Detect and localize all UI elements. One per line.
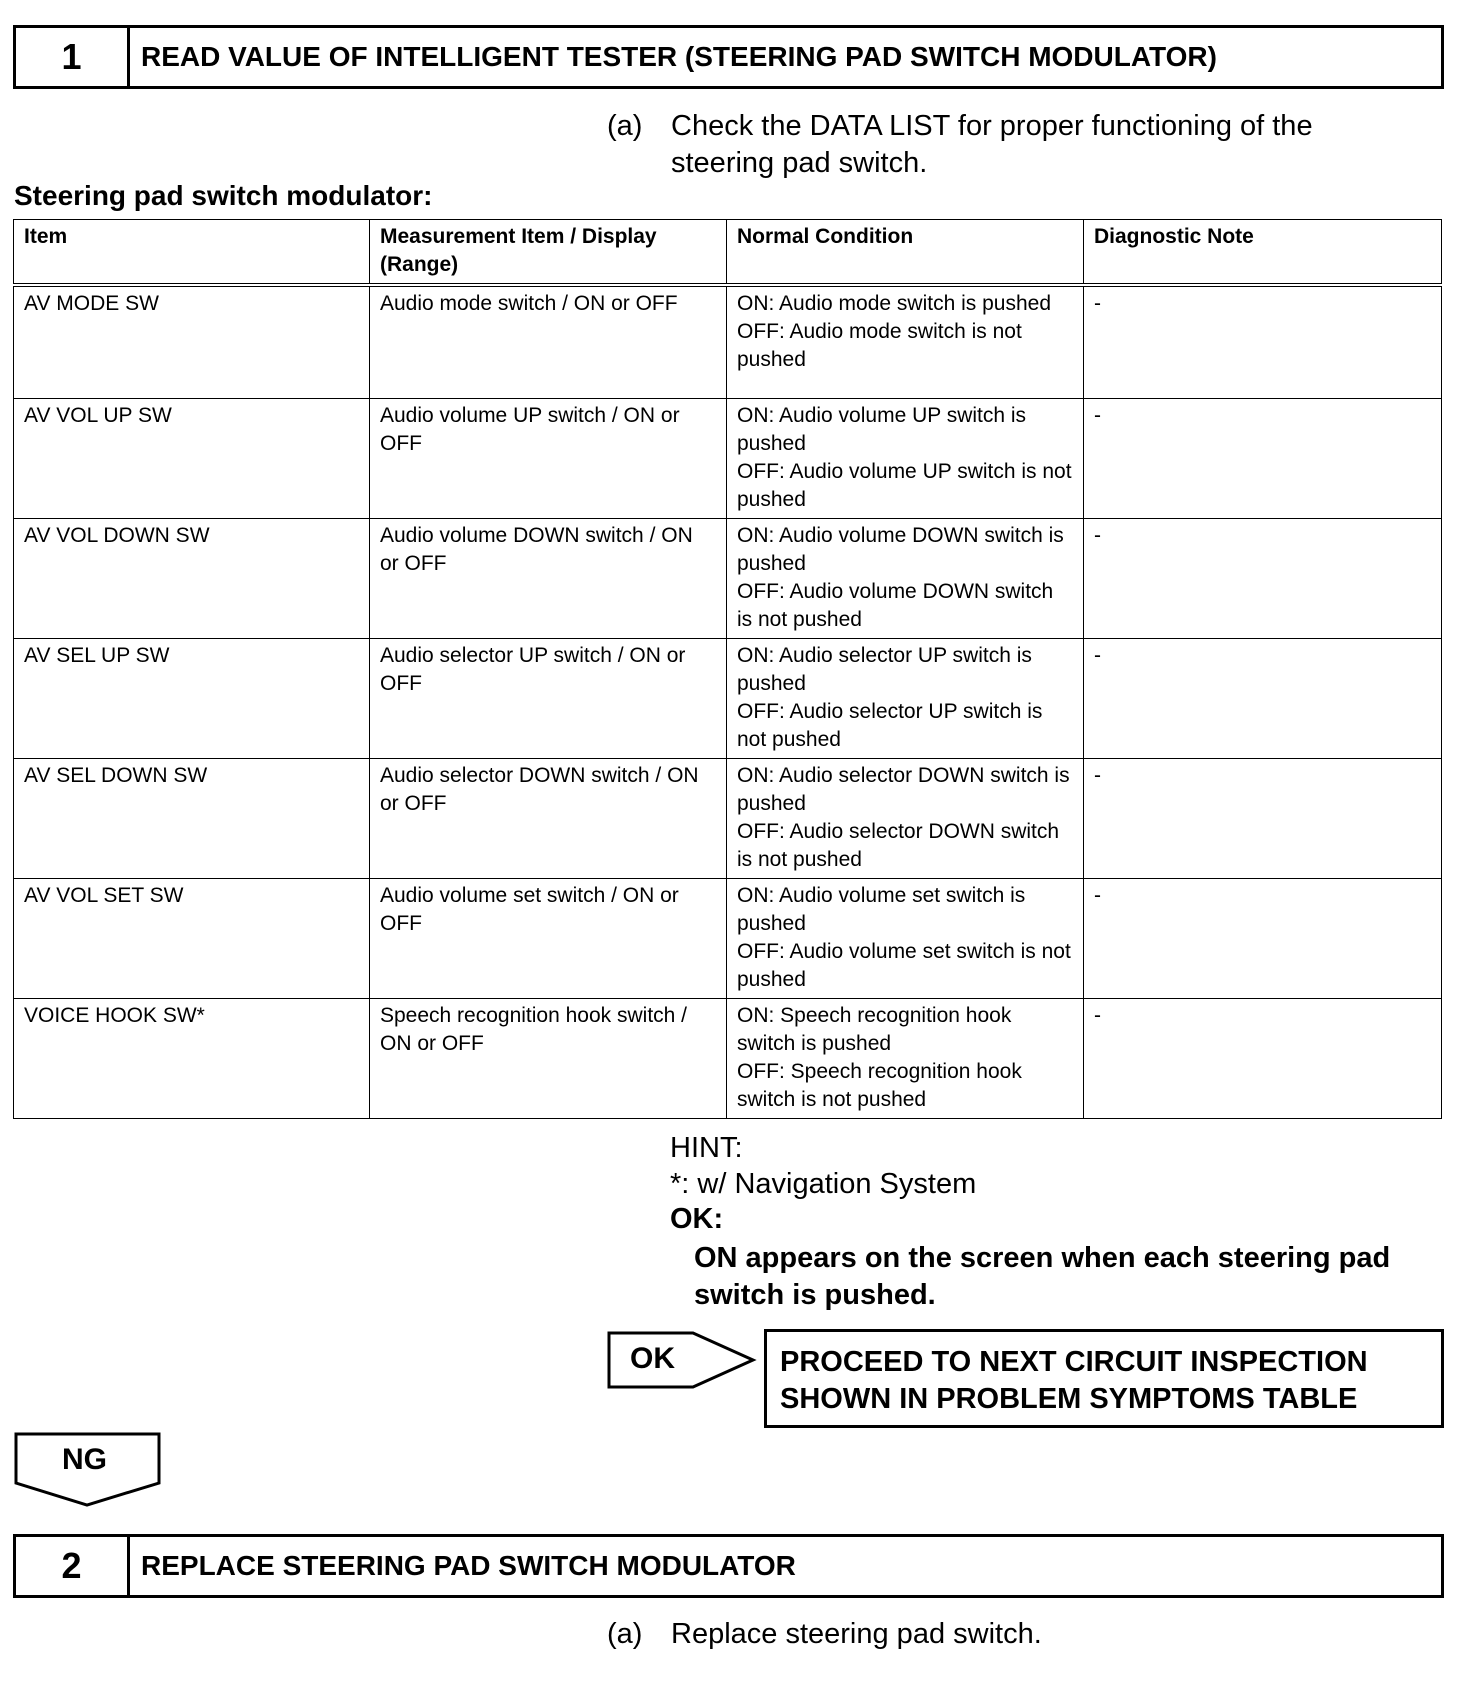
step-1-instruction-line-2: steering pad switch. bbox=[671, 147, 928, 179]
table-row bbox=[14, 398, 1442, 518]
ok-label: OK: bbox=[670, 1203, 724, 1235]
row-diagnostic-note: - bbox=[1084, 878, 1442, 998]
normal-off-text: OFF: Audio volume DOWN switch is not pushed bbox=[737, 579, 1054, 631]
row-normal-condition bbox=[727, 758, 1084, 878]
proceed-line-2: SHOWN IN PROBLEM SYMPTOMS TABLE bbox=[780, 1383, 1358, 1415]
table-row bbox=[14, 285, 1442, 398]
normal-on-text: ON: Audio volume UP switch is pushed bbox=[737, 403, 1027, 455]
step-1-header bbox=[13, 25, 1444, 89]
step-2-number: 2 bbox=[16, 1537, 130, 1595]
step-2-instruction-text: Replace steering pad switch. bbox=[671, 1618, 1042, 1650]
row-diagnostic-note: - bbox=[1084, 398, 1442, 518]
row-measurement: Audio selector DOWN switch / ON or OFF bbox=[370, 758, 727, 878]
normal-off-text: OFF: Audio selector UP switch is not pushed bbox=[737, 699, 1043, 751]
ng-flow-label: NG bbox=[62, 1443, 107, 1476]
row-measurement: Speech recognition hook switch / ON or OFF bbox=[370, 998, 727, 1118]
ok-condition-line-1: ON appears on the screen when each steering pad bbox=[694, 1242, 1391, 1274]
row-item: AV MODE SW bbox=[14, 285, 370, 398]
step-1-instruction bbox=[607, 108, 1407, 184]
ok-condition bbox=[694, 1240, 1390, 1314]
table-row bbox=[14, 758, 1442, 878]
step-1-number: 1 bbox=[16, 28, 130, 86]
row-normal-condition bbox=[727, 638, 1084, 758]
normal-off-text: OFF: Audio mode switch is not pushed bbox=[737, 320, 1022, 371]
table-row bbox=[14, 518, 1442, 638]
normal-off-text: OFF: Audio volume UP switch is not pushed bbox=[737, 459, 1072, 511]
header-diagnostic-note: Diagnostic Note bbox=[1084, 220, 1442, 286]
hint-label: HINT: bbox=[670, 1132, 743, 1164]
row-measurement: Audio volume UP switch / ON or OFF bbox=[370, 398, 727, 518]
normal-off-text: OFF: Speech recognition hook switch is not pushed bbox=[737, 1059, 1022, 1111]
table-row bbox=[14, 638, 1442, 758]
normal-on-text: ON: Audio volume DOWN switch is pushed bbox=[737, 523, 1064, 575]
normal-on-text: ON: Audio volume set switch is pushed bbox=[737, 883, 1026, 935]
table-row bbox=[14, 878, 1442, 998]
normal-on-text: ON: Audio selector DOWN switch is pushed bbox=[737, 763, 1070, 815]
step-2-title: REPLACE STEERING PAD SWITCH MODULATOR bbox=[141, 1550, 796, 1581]
table-row bbox=[14, 998, 1442, 1118]
row-normal-condition bbox=[727, 518, 1084, 638]
data-list-table bbox=[13, 219, 1442, 1119]
row-item: AV VOL DOWN SW bbox=[14, 518, 370, 638]
step-1-title: READ VALUE OF INTELLIGENT TESTER (STEERING PAD SWITCH MODULATOR) bbox=[141, 41, 1217, 72]
row-diagnostic-note: - bbox=[1084, 518, 1442, 638]
row-diagnostic-note: - bbox=[1084, 998, 1442, 1118]
row-item: AV VOL SET SW bbox=[14, 878, 370, 998]
step-2-header bbox=[13, 1534, 1444, 1598]
row-measurement: Audio mode switch / ON or OFF bbox=[370, 285, 727, 398]
row-normal-condition bbox=[727, 285, 1084, 398]
ok-flow-label: OK bbox=[630, 1342, 675, 1375]
row-diagnostic-note: - bbox=[1084, 638, 1442, 758]
table-title: Steering pad switch modulator: bbox=[14, 180, 433, 211]
proceed-line-1: PROCEED TO NEXT CIRCUIT INSPECTION bbox=[780, 1346, 1368, 1378]
normal-off-text: OFF: Audio volume set switch is not pushed bbox=[737, 939, 1071, 991]
row-item: AV SEL UP SW bbox=[14, 638, 370, 758]
normal-on-text: ON: Audio mode switch is pushed bbox=[737, 292, 1051, 315]
ok-condition-line-2: switch is pushed. bbox=[694, 1279, 936, 1311]
row-diagnostic-note: - bbox=[1084, 758, 1442, 878]
normal-on-text: ON: Audio selector UP switch is pushed bbox=[737, 643, 1032, 695]
normal-off-text: OFF: Audio selector DOWN switch is not pushed bbox=[737, 819, 1060, 871]
row-item: VOICE HOOK SW* bbox=[14, 998, 370, 1118]
header-measurement: Measurement Item / Display (Range) bbox=[370, 220, 727, 286]
row-normal-condition bbox=[727, 998, 1084, 1118]
row-normal-condition bbox=[727, 878, 1084, 998]
row-measurement: Audio volume DOWN switch / ON or OFF bbox=[370, 518, 727, 638]
table-header-row bbox=[14, 220, 1442, 286]
hint-block bbox=[670, 1130, 976, 1202]
row-measurement: Audio volume set switch / ON or OFF bbox=[370, 878, 727, 998]
step-1-instruction-label: (a) bbox=[607, 110, 643, 142]
row-item: AV VOL UP SW bbox=[14, 398, 370, 518]
hint-text: *: w/ Navigation System bbox=[670, 1168, 977, 1200]
row-measurement: Audio selector UP switch / ON or OFF bbox=[370, 638, 727, 758]
step-2-instruction-label: (a) bbox=[607, 1618, 643, 1650]
row-item: AV SEL DOWN SW bbox=[14, 758, 370, 878]
header-normal-condition: Normal Condition bbox=[727, 220, 1084, 286]
step-2-instruction bbox=[607, 1616, 1407, 1656]
proceed-box bbox=[764, 1329, 1444, 1428]
step-1-instruction-line-1: Check the DATA LIST for proper functioning of the bbox=[671, 110, 1313, 142]
row-diagnostic-note: - bbox=[1084, 285, 1442, 398]
normal-on-text: ON: Speech recognition hook switch is pushed bbox=[737, 1003, 1012, 1055]
row-normal-condition bbox=[727, 398, 1084, 518]
header-item: Item bbox=[14, 220, 370, 286]
